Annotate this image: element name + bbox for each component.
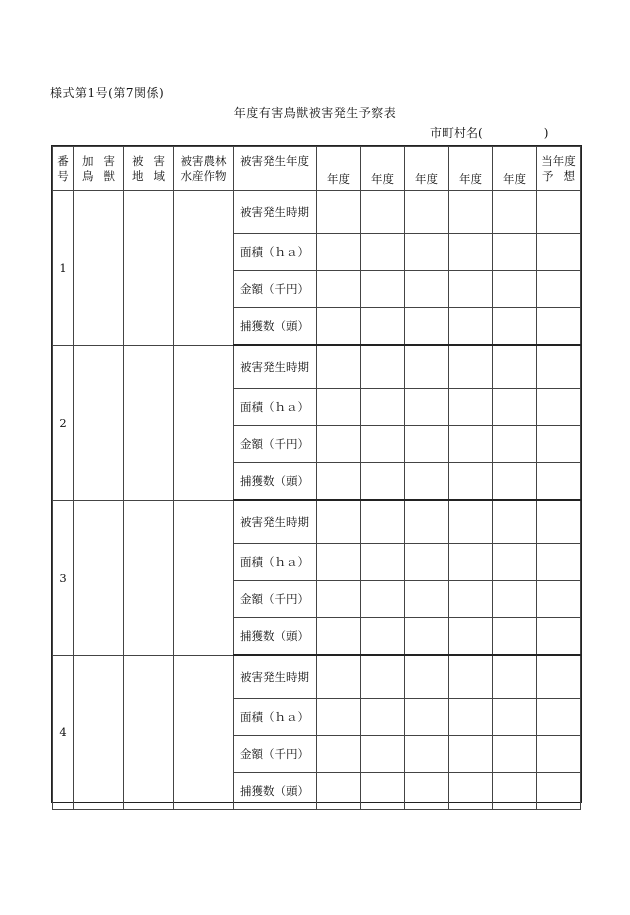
data-cell[interactable] — [317, 345, 361, 389]
row-label-period: 被害発生時期 — [234, 345, 317, 389]
data-cell[interactable] — [449, 544, 493, 581]
data-cell[interactable] — [317, 699, 361, 736]
data-cell[interactable] — [361, 773, 405, 810]
area-cell[interactable] — [124, 500, 174, 655]
row-label-period: 被害発生時期 — [234, 500, 317, 544]
data-cell[interactable] — [317, 618, 361, 656]
data-cell[interactable] — [361, 345, 405, 389]
data-cell[interactable] — [449, 308, 493, 346]
pest-cell[interactable] — [74, 500, 124, 655]
data-cell[interactable] — [493, 345, 537, 389]
data-cell[interactable] — [405, 736, 449, 773]
pest-cell[interactable] — [74, 345, 124, 500]
forecast-cell[interactable] — [537, 699, 581, 736]
row-label-catch: 捕獲数（頭） — [234, 463, 317, 501]
data-cell[interactable] — [405, 234, 449, 271]
form-title: 年度有害鳥獣被害発生予察表 — [233, 106, 397, 120]
data-cell[interactable] — [493, 389, 537, 426]
forecast-cell[interactable] — [537, 655, 581, 699]
row-label-period: 被害発生時期 — [234, 191, 317, 234]
row-label-area: 面積（ｈａ） — [234, 699, 317, 736]
data-cell[interactable] — [405, 581, 449, 618]
data-cell[interactable] — [449, 773, 493, 810]
data-cell[interactable] — [449, 699, 493, 736]
data-cell[interactable] — [317, 581, 361, 618]
data-cell[interactable] — [317, 308, 361, 346]
header-year-4: 年度 — [449, 147, 493, 191]
data-cell[interactable] — [361, 618, 405, 656]
municipality-field — [430, 124, 548, 141]
municipality-label: 市町村名( — [430, 126, 483, 140]
data-cell[interactable] — [449, 618, 493, 656]
municipality-blank[interactable] — [483, 126, 544, 140]
data-cell[interactable] — [493, 308, 537, 346]
row-label-amount: 金額（千円） — [234, 271, 317, 308]
block-number: 2 — [53, 345, 74, 500]
header-number: 番 号 — [53, 147, 74, 191]
header-row — [53, 147, 581, 191]
block-number: 4 — [53, 655, 74, 810]
header-year-5: 年度 — [493, 147, 537, 191]
data-cell[interactable] — [405, 618, 449, 656]
row-label-catch: 捕獲数（頭） — [234, 773, 317, 810]
data-cell[interactable] — [493, 500, 537, 544]
data-cell[interactable] — [361, 426, 405, 463]
block-number: 3 — [53, 500, 74, 655]
table-row — [53, 191, 581, 234]
forecast-sheet — [51, 145, 582, 803]
data-cell[interactable] — [449, 234, 493, 271]
row-label-catch: 捕獲数（頭） — [234, 308, 317, 346]
block-number: 1 — [53, 191, 74, 346]
data-cell[interactable] — [449, 389, 493, 426]
data-cell[interactable] — [493, 426, 537, 463]
data-cell[interactable] — [405, 463, 449, 501]
data-cell[interactable] — [449, 271, 493, 308]
data-cell[interactable] — [493, 463, 537, 501]
data-cell[interactable] — [405, 271, 449, 308]
row-label-amount: 金額（千円） — [234, 581, 317, 618]
data-cell[interactable] — [405, 345, 449, 389]
header-year-2: 年度 — [361, 147, 405, 191]
data-cell[interactable] — [449, 463, 493, 501]
data-cell[interactable] — [317, 655, 361, 699]
crop-cell[interactable] — [174, 191, 234, 346]
data-cell[interactable] — [449, 581, 493, 618]
data-cell[interactable] — [361, 389, 405, 426]
data-cell[interactable] — [361, 500, 405, 544]
data-cell[interactable] — [361, 544, 405, 581]
data-cell[interactable] — [449, 345, 493, 389]
data-cell[interactable] — [317, 234, 361, 271]
data-cell[interactable] — [449, 500, 493, 544]
forecast-cell[interactable] — [537, 345, 581, 389]
data-cell[interactable] — [405, 699, 449, 736]
header-pest: 加 害 鳥 獣 — [74, 147, 124, 191]
table-row — [53, 345, 581, 389]
data-cell[interactable] — [361, 191, 405, 234]
data-cell[interactable] — [405, 655, 449, 699]
data-cell[interactable] — [361, 271, 405, 308]
crop-cell[interactable] — [174, 500, 234, 655]
table-row — [53, 655, 581, 699]
forecast-cell[interactable] — [537, 463, 581, 501]
data-cell[interactable] — [405, 500, 449, 544]
data-cell[interactable] — [405, 544, 449, 581]
data-cell[interactable] — [405, 426, 449, 463]
data-cell[interactable] — [361, 655, 405, 699]
data-cell[interactable] — [317, 191, 361, 234]
row-label-period: 被害発生時期 — [234, 655, 317, 699]
forecast-cell[interactable] — [537, 773, 581, 810]
header-forecast: 当年度 予 想 — [537, 147, 581, 191]
row-label-area: 面積（ｈａ） — [234, 234, 317, 271]
data-cell[interactable] — [493, 581, 537, 618]
header-item: 被害発生年度 — [234, 147, 317, 191]
data-cell[interactable] — [493, 234, 537, 271]
data-cell[interactable] — [449, 191, 493, 234]
data-cell[interactable] — [317, 736, 361, 773]
data-cell[interactable] — [361, 699, 405, 736]
data-cell[interactable] — [317, 389, 361, 426]
crop-cell[interactable] — [174, 345, 234, 500]
data-cell[interactable] — [449, 655, 493, 699]
pest-cell[interactable] — [74, 655, 124, 810]
row-label-amount: 金額（千円） — [234, 426, 317, 463]
crop-cell[interactable] — [174, 655, 234, 810]
forecast-table — [52, 146, 581, 810]
area-cell[interactable] — [124, 191, 174, 346]
data-cell[interactable] — [493, 655, 537, 699]
pest-cell[interactable] — [74, 191, 124, 346]
area-cell[interactable] — [124, 655, 174, 810]
data-cell[interactable] — [361, 308, 405, 346]
data-cell[interactable] — [317, 773, 361, 810]
data-cell[interactable] — [405, 308, 449, 346]
data-cell[interactable] — [317, 544, 361, 581]
forecast-cell[interactable] — [537, 426, 581, 463]
data-cell[interactable] — [317, 463, 361, 501]
data-cell[interactable] — [317, 500, 361, 544]
data-cell[interactable] — [405, 389, 449, 426]
forecast-cell[interactable] — [537, 618, 581, 656]
forecast-cell[interactable] — [537, 234, 581, 271]
data-cell[interactable] — [361, 581, 405, 618]
data-cell[interactable] — [361, 463, 405, 501]
row-label-amount: 金額（千円） — [234, 736, 317, 773]
table-row — [53, 500, 581, 544]
header-year-3: 年度 — [405, 147, 449, 191]
header-crop: 被害農林 水産作物 — [174, 147, 234, 191]
forecast-cell[interactable] — [537, 191, 581, 234]
form-number-label: 様式第1号(第7関係) — [50, 86, 165, 100]
forecast-cell[interactable] — [537, 308, 581, 346]
data-cell[interactable] — [317, 271, 361, 308]
data-cell[interactable] — [493, 544, 537, 581]
row-label-area: 面積（ｈａ） — [234, 544, 317, 581]
data-cell[interactable] — [493, 773, 537, 810]
data-cell[interactable] — [493, 618, 537, 656]
data-cell[interactable] — [493, 736, 537, 773]
data-cell[interactable] — [361, 234, 405, 271]
forecast-cell[interactable] — [537, 271, 581, 308]
area-cell[interactable] — [124, 345, 174, 500]
forecast-cell[interactable] — [537, 736, 581, 773]
data-cell[interactable] — [449, 426, 493, 463]
data-cell[interactable] — [493, 271, 537, 308]
data-cell[interactable] — [493, 191, 537, 234]
header-year-1: 年度 — [317, 147, 361, 191]
data-cell[interactable] — [317, 426, 361, 463]
forecast-cell[interactable] — [537, 544, 581, 581]
data-cell[interactable] — [449, 736, 493, 773]
data-cell[interactable] — [493, 699, 537, 736]
data-cell[interactable] — [405, 191, 449, 234]
municipality-close: ) — [543, 126, 549, 140]
row-label-catch: 捕獲数（頭） — [234, 618, 317, 656]
forecast-cell[interactable] — [537, 581, 581, 618]
data-cell[interactable] — [361, 736, 405, 773]
forecast-cell[interactable] — [537, 500, 581, 544]
header-area: 被 害 地 域 — [124, 147, 174, 191]
forecast-cell[interactable] — [537, 389, 581, 426]
data-cell[interactable] — [405, 773, 449, 810]
row-label-area: 面積（ｈａ） — [234, 389, 317, 426]
